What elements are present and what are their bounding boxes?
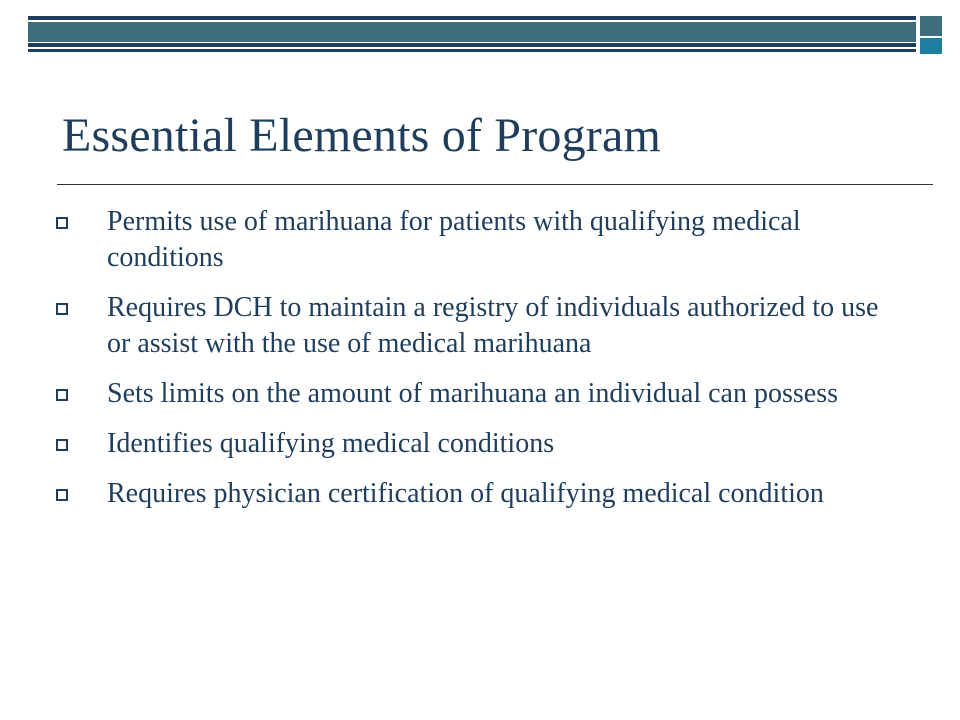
square-bullet-icon xyxy=(56,303,68,315)
bullet-text: Permits use of marihuana for patients with qualifying medical conditions xyxy=(107,206,801,273)
bullet-item xyxy=(56,290,906,362)
square-bullet-icon xyxy=(56,389,68,401)
top-decorative-bar xyxy=(28,16,916,54)
bullet-item xyxy=(56,476,906,512)
slide-title: Essential Elements of Program xyxy=(62,109,662,162)
bullet-list xyxy=(56,204,906,526)
top-bar-stripe xyxy=(28,43,916,47)
bullet-text: Requires DCH to maintain a registry of individuals authorized to use or assist with the use of medical marihuana xyxy=(107,292,879,359)
bullet-text: Identifies qualifying medical conditions xyxy=(107,428,555,459)
top-bar-stripe xyxy=(28,49,916,52)
square-bullet-icon xyxy=(56,439,68,451)
corner-decoration xyxy=(920,16,942,54)
square-bullet-icon xyxy=(56,217,68,229)
title-divider xyxy=(57,184,933,185)
bullet-text: Requires physician certification of qualifying medical condition xyxy=(107,478,824,509)
bullet-item xyxy=(56,426,906,462)
bullet-item xyxy=(56,376,906,412)
top-bar-band xyxy=(28,22,916,42)
corner-block-bottom xyxy=(920,38,942,54)
top-bar-stripe xyxy=(28,16,916,20)
corner-block-top xyxy=(920,16,942,36)
bullet-item xyxy=(56,204,906,276)
bullet-text: Sets limits on the amount of marihuana an individual can possess xyxy=(107,378,838,409)
square-bullet-icon xyxy=(56,489,68,501)
